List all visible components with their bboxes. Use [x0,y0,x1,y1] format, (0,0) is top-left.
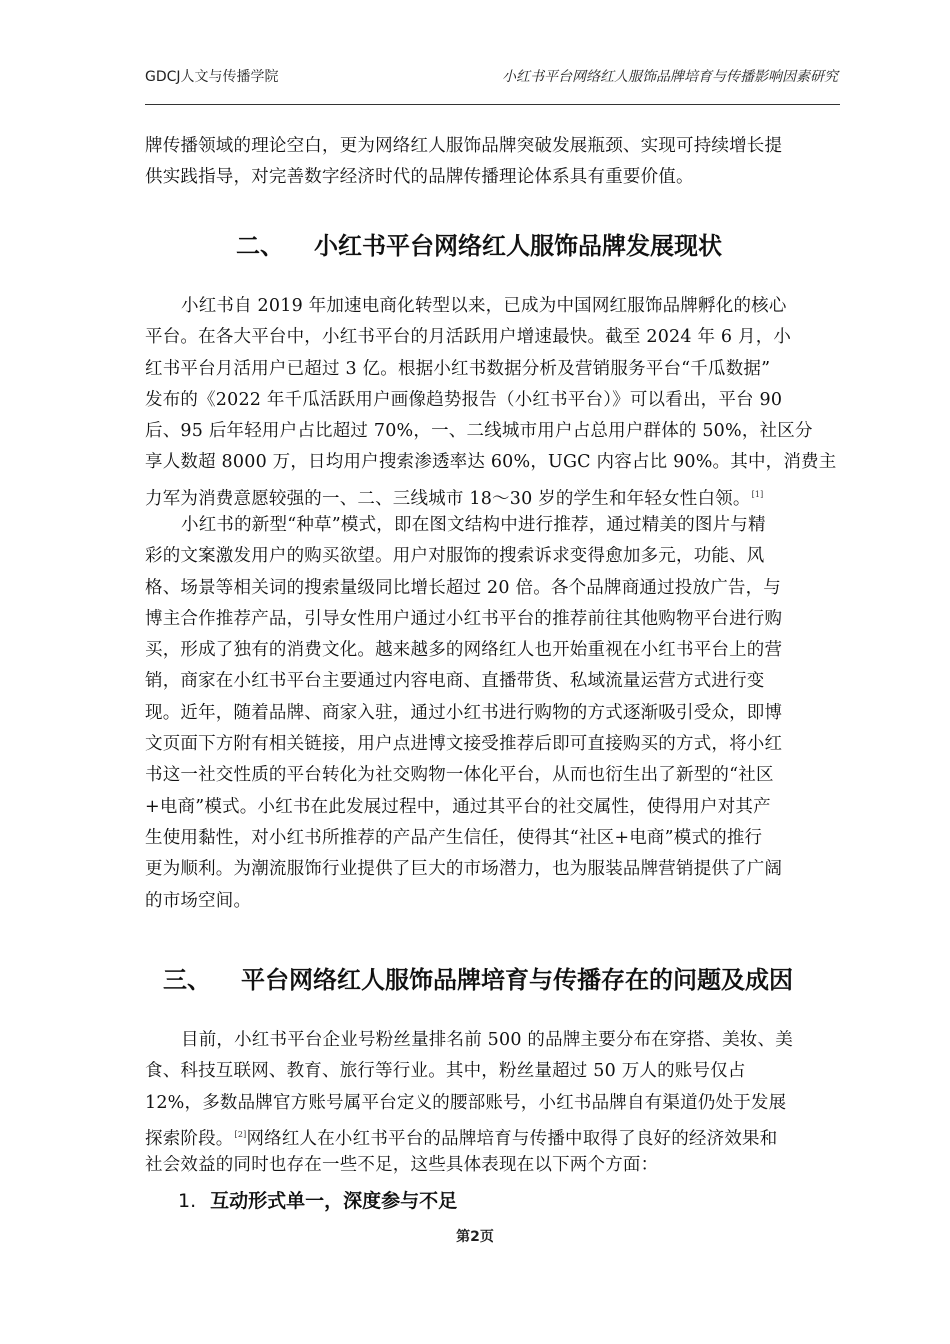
header-divider [145,104,840,105]
section-title: 小红书平台网络红人服饰品牌发展现状 [314,232,722,260]
text-line: 平台。在各大平台中，小红书平台的月活跃用户增速最快。截至 2024 年 6 月，小 [145,327,792,348]
text-line [145,1119,835,1150]
text-line: 博主合作推荐产品，引导女性用户通过小红书平台的推荐前往其他购物平台进行购 [145,608,783,629]
header-institution: GDCJ人文与传播学院 [145,69,279,85]
section-heading-3 [163,960,793,995]
text-line-content: 网络红人在小红书平台的品牌培育与传播中取得了良好的经济效果和 [246,1128,778,1149]
subsection-heading-1 [178,1186,457,1213]
text-line: 格、场景等相关词的搜索量级同比增长超过 20 倍。各个品牌商通过投放广告，与 [145,577,781,598]
text-line: 小红书自 2019 年加速电商化转型以来，已成为中国网红服饰品牌孵化的核心 [181,296,787,316]
text-line: 更为顺利。为潮流服饰行业提供了巨大的市场潜力，也为服装品牌营销提供了广阔 [145,859,783,880]
text-line-prefix: 探索阶段。 [145,1128,234,1149]
subsection-title: 互动形式单一，深度参与不足 [210,1190,458,1212]
text-line-content: 力军为消费意愿较强的一、二、三线城市 18～30 岁的学生和年轻女性白领。 [145,488,751,509]
intro-paragraph [145,131,835,194]
text-line: 社会效益的同时也存在一些不足，这些具体表现在以下两个方面： [145,1155,659,1176]
text-line: 12%，多数品牌官方账号属平台定义的腰部账号，小红书品牌自有渠道仍处于发展 [145,1092,787,1113]
text-line: 供实践指导，对完善数字经济时代的品牌传播理论体系具有重要价值。 [145,167,694,188]
section2-paragraph-1 [145,291,835,510]
text-line: 后、95 后年轻用户占比超过 70%，一、二线城市用户占总用户群体的 50%，社区分 [145,421,813,442]
text-line: 的市场空间。 [145,890,252,911]
text-line: 生使用黏性，对小红书所推荐的产品产生信任，使得其“社区+电商”模式的推行 [145,827,763,848]
text-line: 目前，小红书平台企业号粉丝量排名前 500 的品牌主要分布在穿搭、美妆、美 [181,1030,793,1050]
section3-paragraph-1 [145,1025,835,1181]
section-number: 三、 [163,966,211,994]
citation-ref-2[interactable]: [2] [234,1129,247,1139]
text-line: 现。近年，随着品牌、商家入驻，通过小红书进行购物的方式逐渐吸引受众，即博 [145,702,783,723]
citation-ref-1[interactable]: [1] [751,489,764,499]
text-line: +电商”模式。小红书在此发展过程中，通过其平台的社交属性，使得用户对其产 [145,796,771,817]
text-line: 食、科技互联网、教育、旅行等行业。其中，粉丝量超过 50 万人的账号仅占 [145,1061,746,1082]
running-header [145,66,840,88]
section2-paragraph-2 [145,510,835,917]
text-line: 文页面下方附有相关链接，用户点进博文接受推荐后即可直接购买的方式，将小红 [145,734,783,755]
section-heading-2 [236,226,722,261]
header-paper-title: 小红书平台网络红人服饰品牌培育与传播影响因素研究 [502,69,838,85]
text-line: 销，商家在小红书平台主要通过内容电商、直播带货、私域流量运营方式进行变 [145,671,765,692]
text-line: 享人数超 8000 万，日均用户搜索渗透率达 60%，UGC 内容占比 90%。其中，消费主 [145,452,837,473]
text-line: 发布的《2022 年千瓜活跃用户画像趋势报告（小红书平台）》可以看出，平台 90 [145,389,783,410]
text-line: 小红书的新型“种草”模式，即在图文结构中进行推荐，通过精美的图片与精 [181,515,766,535]
text-line: 彩的文案激发用户的购买欲望。用户对服饰的搜索诉求变得愈加多元，功能、风 [145,546,765,567]
text-line: 红书平台月活用户已超过 3 亿。根据小红书数据分析及营销服务平台“千瓜数据” [145,358,771,379]
text-line: 牌传播领域的理论空白，更为网络红人服饰品牌突破发展瓶颈、实现可持续增长提 [145,136,783,156]
subsection-number: 1. [178,1190,197,1212]
section-title: 平台网络红人服饰品牌培育与传播存在的问题及成因 [241,966,793,994]
section-number: 二、 [236,232,284,260]
text-line: 买，形成了独有的消费文化。越来越多的网络红人也开始重视在小红书平台上的营 [145,640,783,661]
page-number: 第2页 [456,1229,494,1245]
text-line [145,479,835,510]
text-line: 书这一社交性质的平台转化为社交购物一体化平台，从而也衍生出了新型的“社区 [145,765,774,786]
